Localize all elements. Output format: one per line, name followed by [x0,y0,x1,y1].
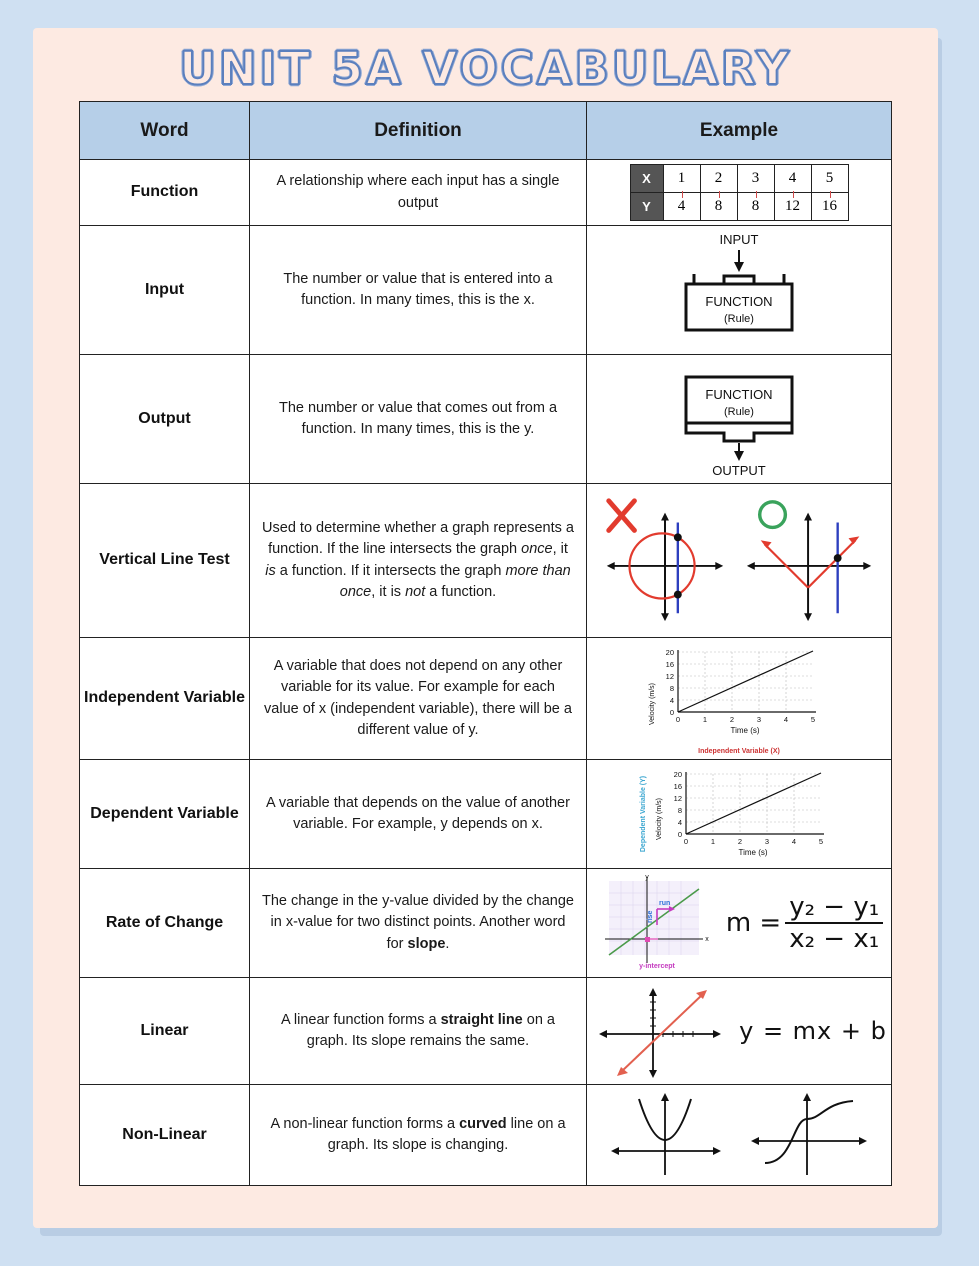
column-header-example: Example [587,102,892,160]
worksheet-sheet [33,28,938,1228]
term-example [587,638,892,760]
nonlinear-graphs-graphic [591,1089,887,1181]
svg-text:2: 2 [729,715,735,724]
xy-row-y [630,193,848,221]
svg-text:5: 5 [810,715,816,724]
term-definition: A variable that does not depend on any other variable for its value. For example for each value of x (independent variable), there will be a different value of y. [250,638,587,760]
table-row [80,760,892,869]
term-word: Non-Linear [80,1085,250,1186]
xy-cell: 4 [663,193,700,221]
svg-text:3: 3 [764,837,769,846]
term-definition: A relationship where each input has a single output [250,160,587,226]
svg-text:3: 3 [756,715,762,724]
svg-text:0: 0 [677,830,682,839]
column-header-word: Word [80,102,250,160]
svg-text:rise: rise [646,910,654,923]
xy-cell: 8 [737,193,774,221]
svg-text:FUNCTION: FUNCTION [705,294,773,309]
svg-text:12: 12 [673,794,682,803]
svg-text:4: 4 [669,696,674,705]
formula-lhs: m = [725,908,782,938]
svg-text:16: 16 [665,660,674,669]
table-row [80,484,892,638]
term-word: Rate of Change [80,869,250,978]
xy-cell: 3 [737,165,774,193]
table-row [80,638,892,760]
svg-text:8: 8 [677,806,682,815]
xy-table-graphic [591,164,887,221]
term-definition: Used to determine whether a graph represents a function. If the line intersects the graph once, it is a function. If it intersects the graph more than once, it is not a function. [250,484,587,638]
table-row [80,355,892,484]
svg-text:Velocity (m/s): Velocity (m/s) [649,682,656,726]
graph-caption: Independent Variable (X) [698,748,780,755]
xy-cell: 5 [811,165,848,193]
function-machine-input-graphic [591,230,887,350]
term-example [587,978,892,1085]
vertical-line-test-graphic [591,488,887,633]
svg-text:0: 0 [669,708,674,717]
svg-text:(Rule): (Rule) [724,406,754,418]
xy-label-x: X [630,165,663,193]
table-row [80,869,892,978]
term-example [587,160,892,226]
table-header-row [80,102,892,160]
formula-fraction [785,892,883,954]
column-header-definition: Definition [250,102,587,160]
linear-graph-graphic [591,982,887,1080]
xy-cell: 4 [774,165,811,193]
svg-text:run: run [658,900,671,907]
term-word: Vertical Line Test [80,484,250,638]
xy-cell: 8 [700,193,737,221]
term-word: Linear [80,978,250,1085]
svg-text:16: 16 [673,782,682,791]
svg-text:Time (s): Time (s) [730,726,760,735]
svg-text:1: 1 [710,837,715,846]
svg-text:x: x [705,936,709,943]
svg-text:INPUT: INPUT [719,232,759,247]
term-word: Dependent Variable [80,760,250,869]
term-example [587,484,892,638]
formula-denominator: x₂ − x₁ [789,924,880,954]
svg-text:8: 8 [669,684,674,693]
term-definition: The change in the y-value divided by the change in x-value for two distinct points. Another word for slope. [250,869,587,978]
page-title: UNIT 5A VOCABULARY [179,42,792,95]
slope-graphic-and-formula [591,873,887,973]
term-definition: A variable that depends on the value of another variable. For example, y depends on x. [250,760,587,869]
svg-text:FUNCTION: FUNCTION [705,387,773,402]
svg-text:2: 2 [737,837,742,846]
svg-text:0: 0 [675,715,681,724]
term-example [587,355,892,484]
table-row [80,226,892,355]
term-word: Independent Variable [80,638,250,760]
xy-row-x [630,165,848,193]
table-row [80,978,892,1085]
linear-equation: y = mx + b [739,1017,887,1045]
svg-text:0: 0 [683,837,688,846]
term-example [587,760,892,869]
velocity-graph-dependent [591,764,887,864]
term-definition: A linear function forms a straight line on a graph. Its slope remains the same. [250,978,587,1085]
svg-text:20: 20 [665,648,674,657]
formula-numerator: y₂ − y₁ [785,892,883,924]
svg-text:Dependent Variable (Y): Dependent Variable (Y) [639,775,647,853]
term-word: Output [80,355,250,484]
table-row [80,160,892,226]
svg-text:Velocity (m/s): Velocity (m/s) [655,797,663,841]
svg-text:Time (s): Time (s) [737,848,768,857]
term-example [587,869,892,978]
table-row [80,1085,892,1186]
svg-text:5: 5 [818,837,823,846]
svg-text:4: 4 [783,715,789,724]
velocity-graph-independent [591,642,887,755]
svg-text:y-intercept: y-intercept [638,963,675,970]
function-machine-output-graphic [591,359,887,479]
xy-cell: 16 [811,193,848,221]
xy-cell: 12 [774,193,811,221]
svg-text:4: 4 [791,837,796,846]
term-word: Function [80,160,250,226]
xy-value-table [630,164,849,221]
svg-text:(Rule): (Rule) [724,313,754,325]
term-definition: A non-linear function forms a curved line on a graph. Its slope is changing. [250,1085,587,1186]
svg-text:OUTPUT: OUTPUT [712,463,766,478]
svg-text:1: 1 [702,715,708,724]
slope-formula [726,892,883,954]
term-word: Input [80,226,250,355]
xy-label-y: Y [630,193,663,221]
svg-text:12: 12 [665,672,674,681]
vocabulary-table [79,101,892,1186]
svg-text:4: 4 [677,818,682,827]
term-definition: The number or value that is entered into a function. In many times, this is the x. [250,226,587,355]
term-example [587,1085,892,1186]
term-example [587,226,892,355]
term-definition: The number or value that comes out from a function. In many times, this is the y. [250,355,587,484]
xy-cell: 1 [663,165,700,193]
xy-cell: 2 [700,165,737,193]
svg-text:20: 20 [673,770,682,779]
svg-text:y: y [645,874,649,881]
